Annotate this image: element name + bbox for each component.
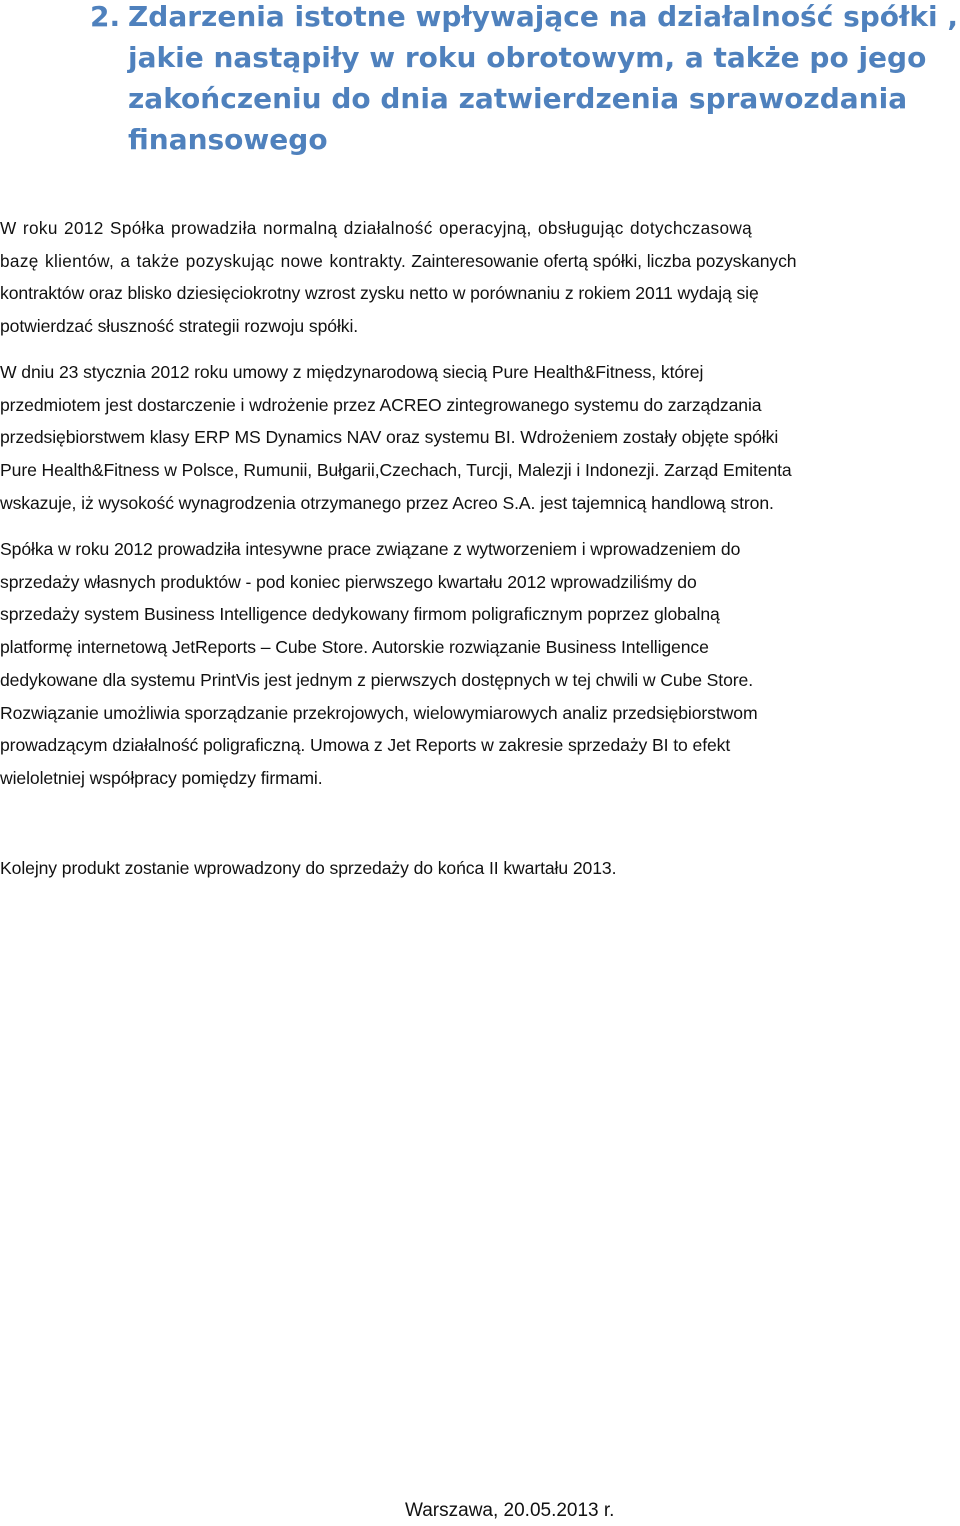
paragraph-line: potwierdzać słuszność strategii rozwoju spółki. [0, 316, 359, 337]
paragraph-line: prowadzącym działalność poligraficzną. Umowa z Jet Reports w zakresie sprzedaży BI to efekt [0, 735, 731, 756]
paragraph-line: sprzedaży własnych produktów - pod koniec pierwszego kwartału 2012 wprowadziliśmy do [0, 571, 697, 592]
paragraph-line: wskazuje, iż wysokość wynagrodzenia otrzymanego przez Acreo S.A. jest tajemnicą handlową stron. [0, 492, 774, 513]
paragraph-line: W roku 2012 Spółka prowadziła normalną działalność operacyjną, obsługując dotychczasową [0, 218, 753, 238]
paragraph-contract [0, 356, 960, 520]
paragraph-line: przedmiotem jest dostarczenie i wdrożenie przez ACREO zintegrowanego systemu do zarządzania [0, 394, 762, 415]
section-heading [90, 0, 959, 160]
place-date: Warszawa, 20.05.2013 r. [405, 1500, 615, 1521]
paragraph-operations [0, 212, 960, 343]
paragraph-line: bazę klientów, a także pozyskując nowe kontrakty. [0, 250, 407, 271]
heading-line-4: finansowego [128, 123, 328, 156]
section-number: 2. [90, 0, 121, 33]
paragraph-line: przedsiębiorstwem klasy ERP MS Dynamics NAV oraz systemu BI. Wdrożeniem zostały objęte spółki [0, 427, 779, 448]
paragraph-line: Rozwiązanie umożliwia sporządzanie przekrojowych, wielowymiarowych analiz przedsiębiorstwom [0, 702, 758, 723]
paragraph-line: Zainteresowanie ofertą spółki, liczba pozyskanych [411, 250, 797, 271]
heading-line-3: zakończeniu do dnia zatwierdzenia sprawozdania [128, 82, 908, 115]
paragraph-line: platformę internetową JetReports – Cube Store. Autorskie rozwiązanie Business Intelligence [0, 637, 709, 658]
paragraph-next-product [0, 852, 960, 885]
paragraph-line: Pure Health&Fitness w Polsce, Rumunii, Bułgarii,Czechach, Turcji, Malezji i Indonezji. Zarząd Emitenta [0, 460, 792, 481]
paragraph-line: kontraktów oraz blisko dziesięciokrotny wzrost zysku netto w porównaniu z rokiem 2011 wydają się [0, 283, 759, 304]
paragraph-line: W dniu 23 stycznia 2012 roku umowy z międzynarodową siecią Pure Health&Fitness, której [0, 362, 704, 382]
paragraph-line: dedykowane dla systemu PrintVis jest jednym z pierwszych dostępnych w tej chwili w Cube Store. [0, 669, 754, 690]
paragraph-line: Spółka w roku 2012 prowadziła intesywne prace związane z wytworzeniem i wprowadzeniem do [0, 539, 741, 559]
paragraph-line: wieloletniej współpracy pomiędzy firmami. [0, 767, 323, 788]
heading-line-2: jakie nastąpiły w roku obrotowym, a także po jego [128, 41, 927, 74]
paragraph-products [0, 533, 960, 795]
paragraph-line: Kolejny produkt zostanie wprowadzony do sprzedaży do końca II kwartału 2013. [0, 858, 617, 878]
paragraph-line: sprzedaży system Business Intelligence dedykowany firmom poligraficznym poprzez globalną [0, 604, 720, 625]
heading-line-1: Zdarzenia istotne wpływające na działalność spółki , [128, 0, 959, 33]
